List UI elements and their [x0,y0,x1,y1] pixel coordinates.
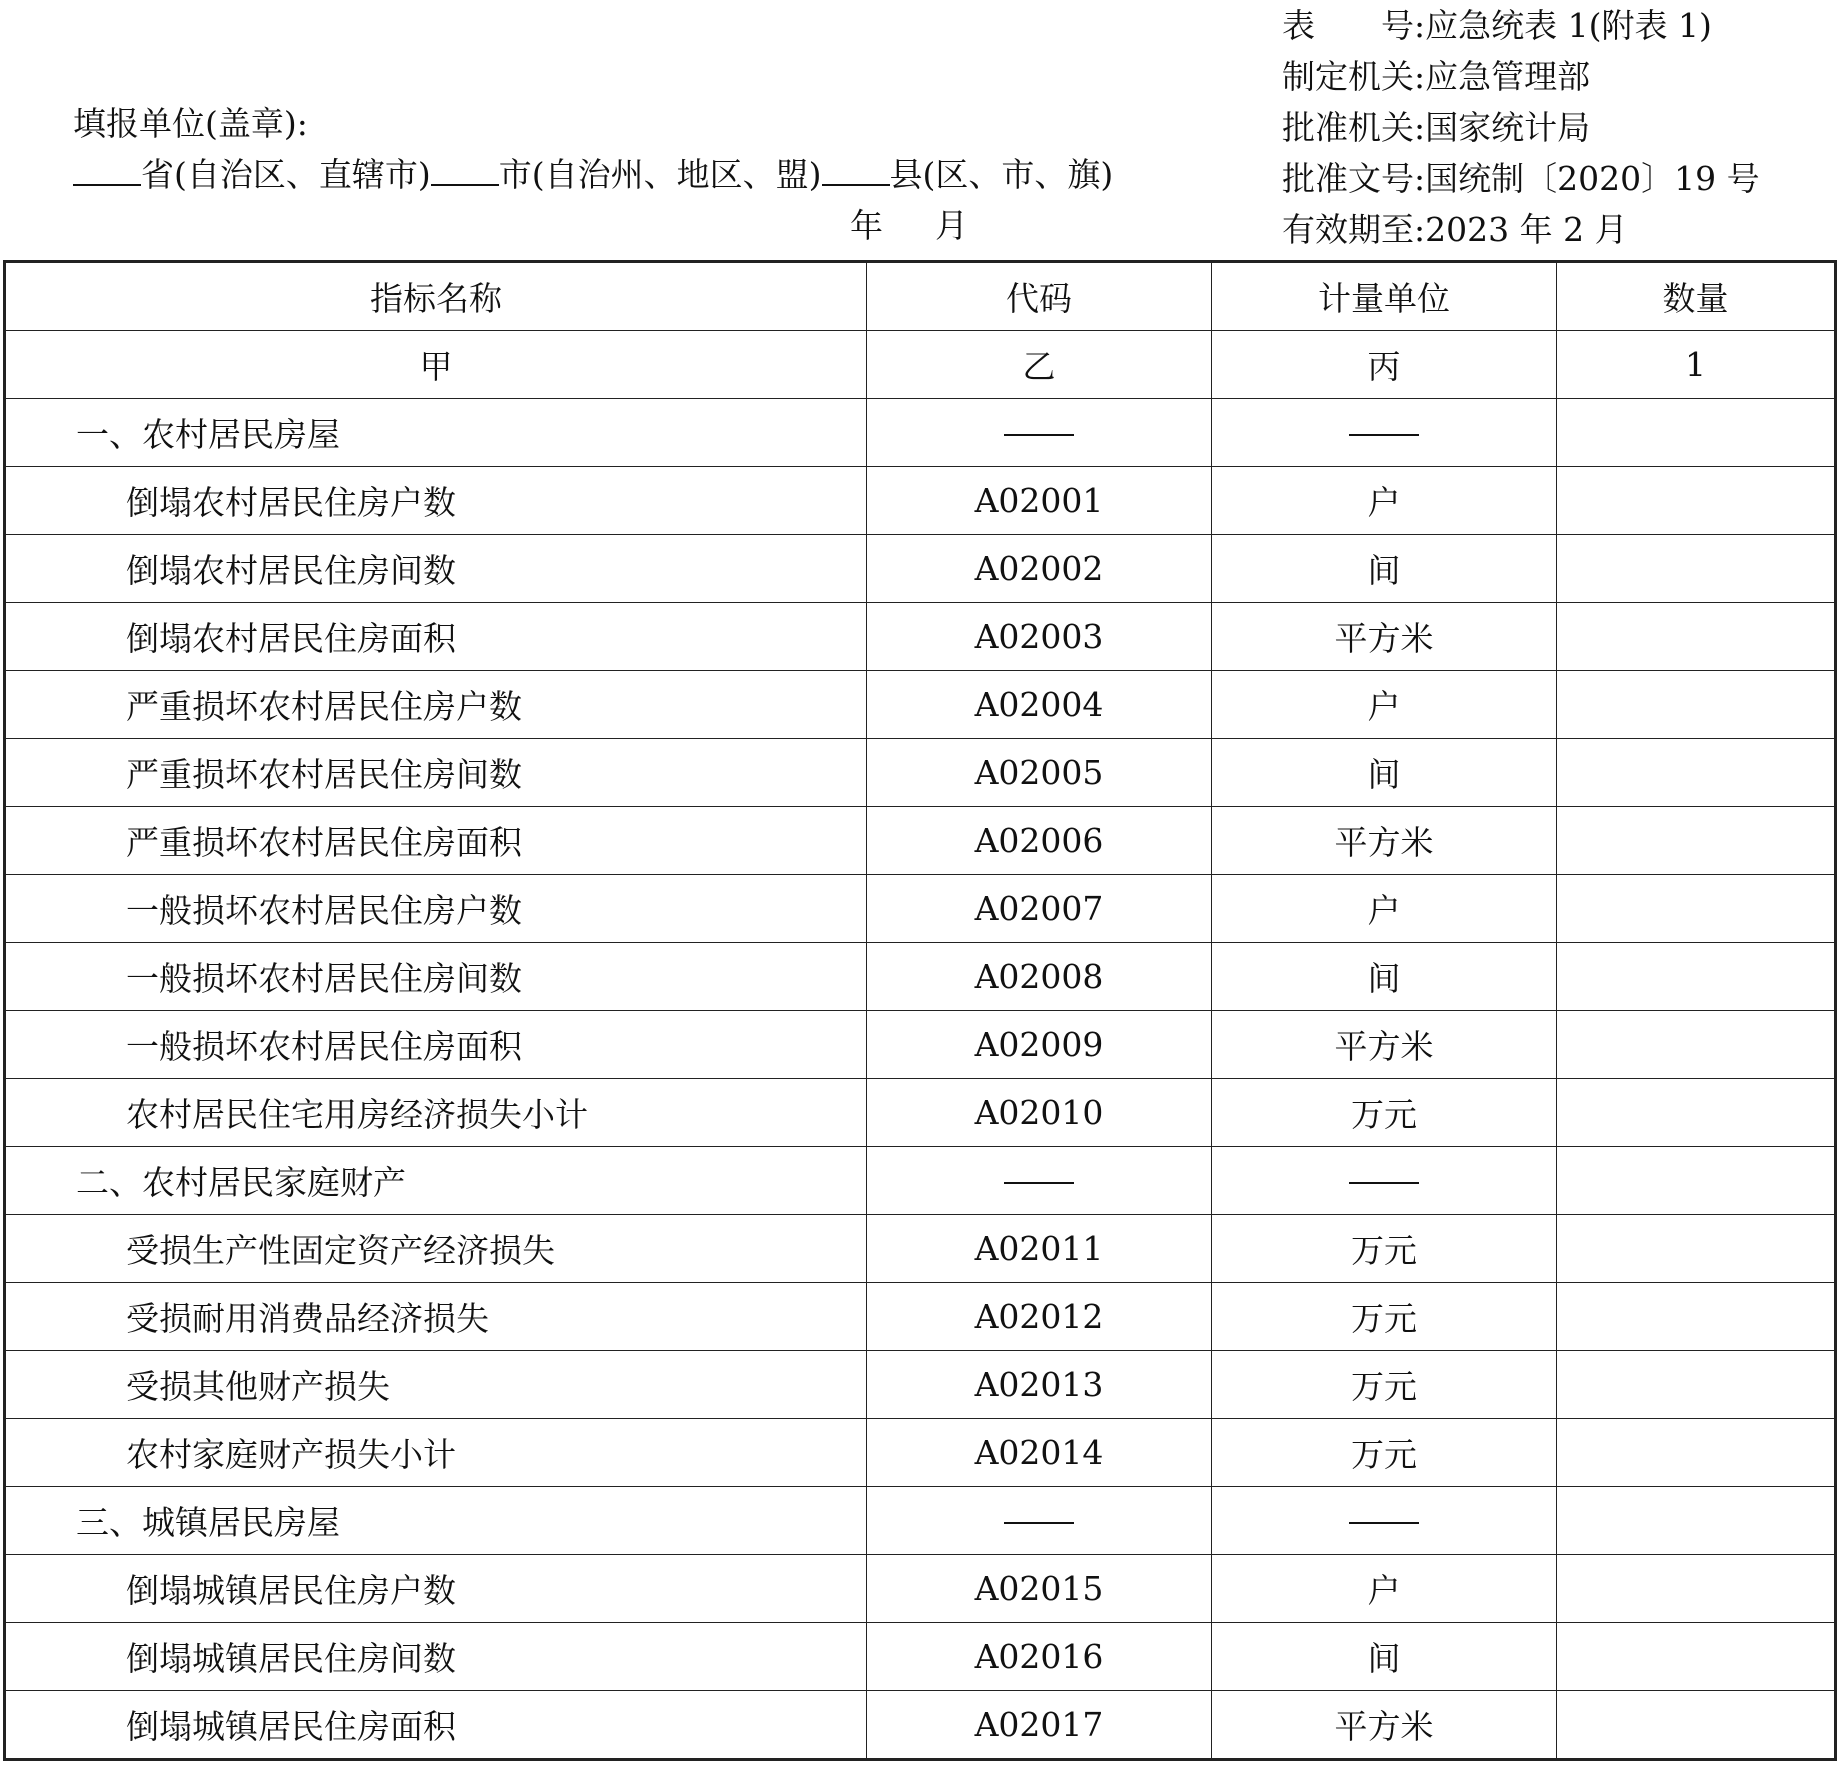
table-row [5,535,1836,603]
indicator-name-cell: 倒塌农村居民住房间数 [5,535,867,603]
code-cell: A02006 [867,807,1212,875]
quantity-input-cell[interactable] [1557,1147,1836,1215]
quantity-input-cell[interactable] [1557,875,1836,943]
table-row [5,1419,1836,1487]
code-cell: A02010 [867,1079,1212,1147]
issuing-authority: 制定机关:应急管理部 [1282,57,1591,96]
county-blank[interactable] [822,150,890,186]
indicator-name-cell: 农村居民住宅用房经济损失小计 [5,1079,867,1147]
indicator-name-cell: 严重损坏农村居民住房面积 [5,807,867,875]
month-label: 月 [935,206,968,245]
indicator-name-cell: 倒塌城镇居民住房面积 [5,1691,867,1760]
code-cell: A02001 [867,467,1212,535]
indicator-name-cell: 二、农村居民家庭财产 [5,1147,867,1215]
table-row [5,1487,1836,1555]
unit-cell: 平方米 [1212,1691,1557,1760]
quantity-input-cell[interactable] [1557,467,1836,535]
indicator-name-cell: 倒塌农村居民住房面积 [5,603,867,671]
unit-cell [1212,1147,1557,1215]
header-unit: 计量单位 [1212,262,1557,331]
code-cell: A02017 [867,1691,1212,1760]
indicator-name-cell: 一、农村居民房屋 [5,399,867,467]
not-applicable-dash [1349,1182,1419,1184]
indicator-name-cell: 农村家庭财产损失小计 [5,1419,867,1487]
code-cell: A02002 [867,535,1212,603]
unit-cell: 平方米 [1212,807,1557,875]
quantity-input-cell[interactable] [1557,671,1836,739]
form-metadata [1282,0,1822,255]
quantity-input-cell[interactable] [1557,1419,1836,1487]
code-cell: A02012 [867,1283,1212,1351]
unit-cell: 万元 [1212,1215,1557,1283]
not-applicable-dash [1004,1182,1074,1184]
indicator-name-cell: 受损耐用消费品经济损失 [5,1283,867,1351]
quantity-input-cell[interactable] [1557,399,1836,467]
quantity-input-cell[interactable] [1557,1623,1836,1691]
unit-cell [1212,1487,1557,1555]
table-row [5,1147,1836,1215]
statistics-table-wrapper [3,260,1837,1761]
code-cell: A02014 [867,1419,1212,1487]
province-label: 省(自治区、直辖市) [141,155,431,194]
unit-cell [1212,399,1557,467]
not-applicable-dash [1349,1522,1419,1524]
subheader-c: 丙 [1212,331,1557,399]
unit-cell: 户 [1212,467,1557,535]
not-applicable-dash [1349,434,1419,436]
unit-cell: 间 [1212,1623,1557,1691]
table-row [5,1011,1836,1079]
quantity-input-cell[interactable] [1557,1555,1836,1623]
subheader-a: 甲 [5,331,867,399]
header-row [5,262,1836,331]
quantity-input-cell[interactable] [1557,1011,1836,1079]
unit-cell: 间 [1212,535,1557,603]
table-row [5,1555,1836,1623]
code-cell: A02015 [867,1555,1212,1623]
code-cell [867,1147,1212,1215]
code-cell: A02016 [867,1623,1212,1691]
validity-date: 有效期至:2023 年 2 月 [1282,210,1628,249]
quantity-input-cell[interactable] [1557,1079,1836,1147]
indicator-name-cell: 倒塌城镇居民住房间数 [5,1623,867,1691]
quantity-input-cell[interactable] [1557,1691,1836,1760]
table-row [5,1623,1836,1691]
quantity-input-cell[interactable] [1557,739,1836,807]
region-line [73,149,1113,200]
table-row [5,875,1836,943]
approval-document-number: 批准文号:国统制〔2020〕19 号 [1282,159,1760,198]
indicator-name-cell: 严重损坏农村居民住房户数 [5,671,867,739]
unit-cell: 间 [1212,739,1557,807]
code-cell [867,399,1212,467]
quantity-input-cell[interactable] [1557,535,1836,603]
indicator-name-cell: 三、城镇居民房屋 [5,1487,867,1555]
table-body [5,399,1836,1760]
year-label: 年 [850,206,883,245]
subheader-b: 乙 [867,331,1212,399]
indicator-name-cell: 一般损坏农村居民住房户数 [5,875,867,943]
header-indicator-name: 指标名称 [5,262,867,331]
unit-cell: 万元 [1212,1419,1557,1487]
subheader-row [5,331,1836,399]
header-quantity: 数量 [1557,262,1836,331]
unit-cell: 平方米 [1212,1011,1557,1079]
code-cell: A02008 [867,943,1212,1011]
code-cell: A02004 [867,671,1212,739]
indicator-name-cell: 一般损坏农村居民住房间数 [5,943,867,1011]
code-cell: A02009 [867,1011,1212,1079]
quantity-input-cell[interactable] [1557,1487,1836,1555]
unit-cell: 间 [1212,943,1557,1011]
table-row [5,1079,1836,1147]
quantity-input-cell[interactable] [1557,1215,1836,1283]
statistics-table [3,260,1837,1761]
code-cell: A02011 [867,1215,1212,1283]
subheader-1: 1 [1557,331,1836,399]
approving-authority: 批准机关:国家统计局 [1282,108,1591,147]
quantity-input-cell[interactable] [1557,1283,1836,1351]
unit-cell: 万元 [1212,1283,1557,1351]
indicator-name-cell: 倒塌农村居民住房户数 [5,467,867,535]
indicator-name-cell: 严重损坏农村居民住房间数 [5,739,867,807]
header-code: 代码 [867,262,1212,331]
table-row [5,807,1836,875]
table-row [5,1691,1836,1760]
unit-cell: 户 [1212,875,1557,943]
table-row [5,399,1836,467]
table-row [5,671,1836,739]
province-blank[interactable] [73,150,141,186]
indicator-name-cell: 受损其他财产损失 [5,1351,867,1419]
code-cell: A02013 [867,1351,1212,1419]
reporting-unit-label: 填报单位(盖章): [73,104,308,143]
unit-cell: 户 [1212,671,1557,739]
city-blank[interactable] [431,150,499,186]
indicator-name-cell: 倒塌城镇居民住房户数 [5,1555,867,1623]
table-row [5,1215,1836,1283]
code-cell: A02007 [867,875,1212,943]
indicator-name-cell: 受损生产性固定资产经济损失 [5,1215,867,1283]
county-label: 县(区、市、旗) [889,155,1114,194]
quantity-input-cell[interactable] [1557,807,1836,875]
table-row [5,467,1836,535]
not-applicable-dash [1004,434,1074,436]
table-row [5,943,1836,1011]
indicator-name-cell: 一般损坏农村居民住房面积 [5,1011,867,1079]
quantity-input-cell[interactable] [1557,603,1836,671]
city-label: 市(自治州、地区、盟) [498,155,822,194]
code-cell: A02005 [867,739,1212,807]
unit-cell: 万元 [1212,1351,1557,1419]
not-applicable-dash [1004,1522,1074,1524]
unit-cell: 户 [1212,1555,1557,1623]
unit-cell: 万元 [1212,1079,1557,1147]
code-cell [867,1487,1212,1555]
code-cell: A02003 [867,603,1212,671]
table-row [5,603,1836,671]
table-row [5,1351,1836,1419]
unit-cell: 平方米 [1212,603,1557,671]
table-row [5,1283,1836,1351]
quantity-input-cell[interactable] [1557,943,1836,1011]
table-row [5,739,1836,807]
report-period [850,200,968,251]
form-number: 表 号:应急统表 1(附表 1) [1282,6,1712,45]
quantity-input-cell[interactable] [1557,1351,1836,1419]
